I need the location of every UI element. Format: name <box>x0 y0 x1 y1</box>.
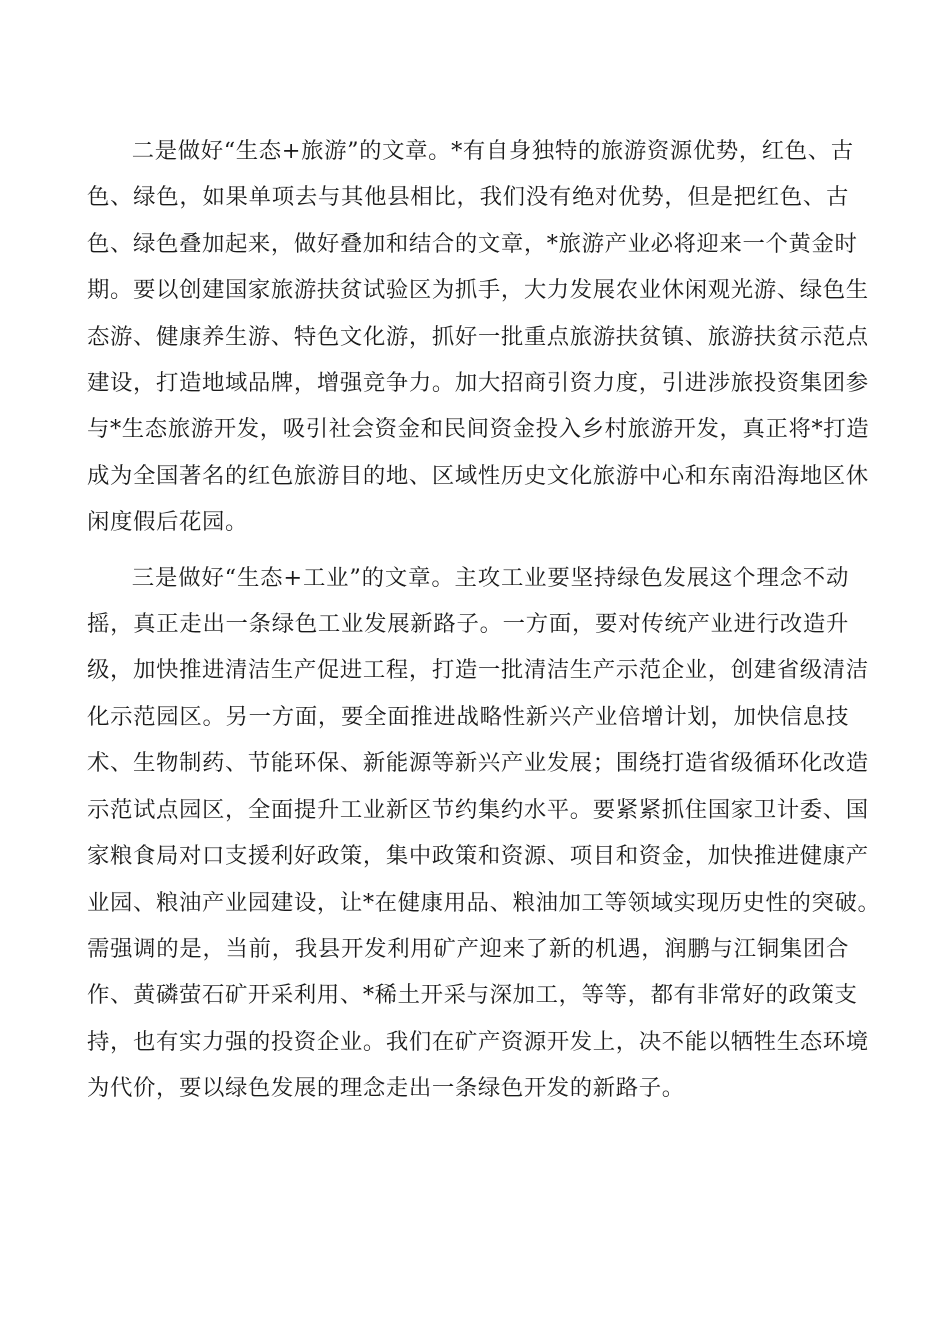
text-line: 业园、粮油产业园建设，让*在健康用品、粮油加工等领域实现历史性的突破。 <box>87 889 881 916</box>
paragraph-ecology-tourism <box>87 128 870 546</box>
text-line: 三是做好“生态+工业”的文章。主攻工业要坚持绿色发展这个理念不动 <box>131 564 849 591</box>
text-line: 成为全国著名的红色旅游目的地、区域性历史文化旅游中心和东南沿海地区休 <box>87 462 869 489</box>
text-line: 持，也有实力强的投资企业。我们在矿产资源开发上，决不能以牺牲生态环境 <box>87 1028 869 1055</box>
text-line: 术、生物制药、节能环保、新能源等新兴产业发展；围绕打造省级循环化改造 <box>87 750 869 777</box>
text-line: 色、绿色叠加起来，做好叠加和结合的文章，*旅游产业必将迎来一个黄金时 <box>87 230 858 257</box>
text-line: 化示范园区。另一方面，要全面推进战略性新兴产业倍增计划，加快信息技 <box>87 703 849 730</box>
text-line: 与*生态旅游开发，吸引社会资金和民间资金投入乡村旅游开发，真正将*打造 <box>87 416 870 443</box>
text-line: 摇，真正走出一条绿色工业发展新路子。一方面，要对传统产业进行改造升 <box>87 611 849 638</box>
text-line: 示范试点园区，全面提升工业新区节约集约水平。要紧紧抓住国家卫计委、国 <box>87 796 869 823</box>
text-line: 建设，打造地域品牌，增强竞争力。加大招商引资力度，引进涉旅投资集团参 <box>87 370 869 397</box>
document-page <box>87 128 881 1121</box>
text-line: 色、绿色，如果单项去与其他县相比，我们没有绝对优势，但是把红色、古 <box>87 184 849 211</box>
text-line: 作、黄磷萤石矿开采利用、*稀土开采与深加工，等等，都有非常好的政策支 <box>87 982 858 1009</box>
text-line: 期。要以创建国家旅游扶贫试验区为抓手，大力发展农业休闲观光游、绿色生 <box>87 277 869 304</box>
text-line: 家粮食局对口支援利好政策，集中政策和资源、项目和资金，加快推进健康产 <box>87 843 869 870</box>
text-line: 闲度假后花园。 <box>87 509 248 536</box>
text-line: 态游、健康养生游、特色文化游，抓好一批重点旅游扶贫镇、旅游扶贫示范点 <box>87 323 869 350</box>
paragraph-ecology-industry <box>87 555 881 1112</box>
text-line: 为代价，要以绿色发展的理念走出一条绿色开发的新路子。 <box>87 1075 685 1102</box>
text-line: 二是做好“生态+旅游”的文章。*有自身独特的旅游资源优势，红色、古 <box>131 138 854 164</box>
text-line: 级，加快推进清洁生产促进工程，打造一批清洁生产示范企业，创建省级清洁 <box>87 657 869 684</box>
text-line: 需强调的是，当前，我县开发利用矿产迎来了新的机遇，润鹏与江铜集团合 <box>87 935 849 962</box>
